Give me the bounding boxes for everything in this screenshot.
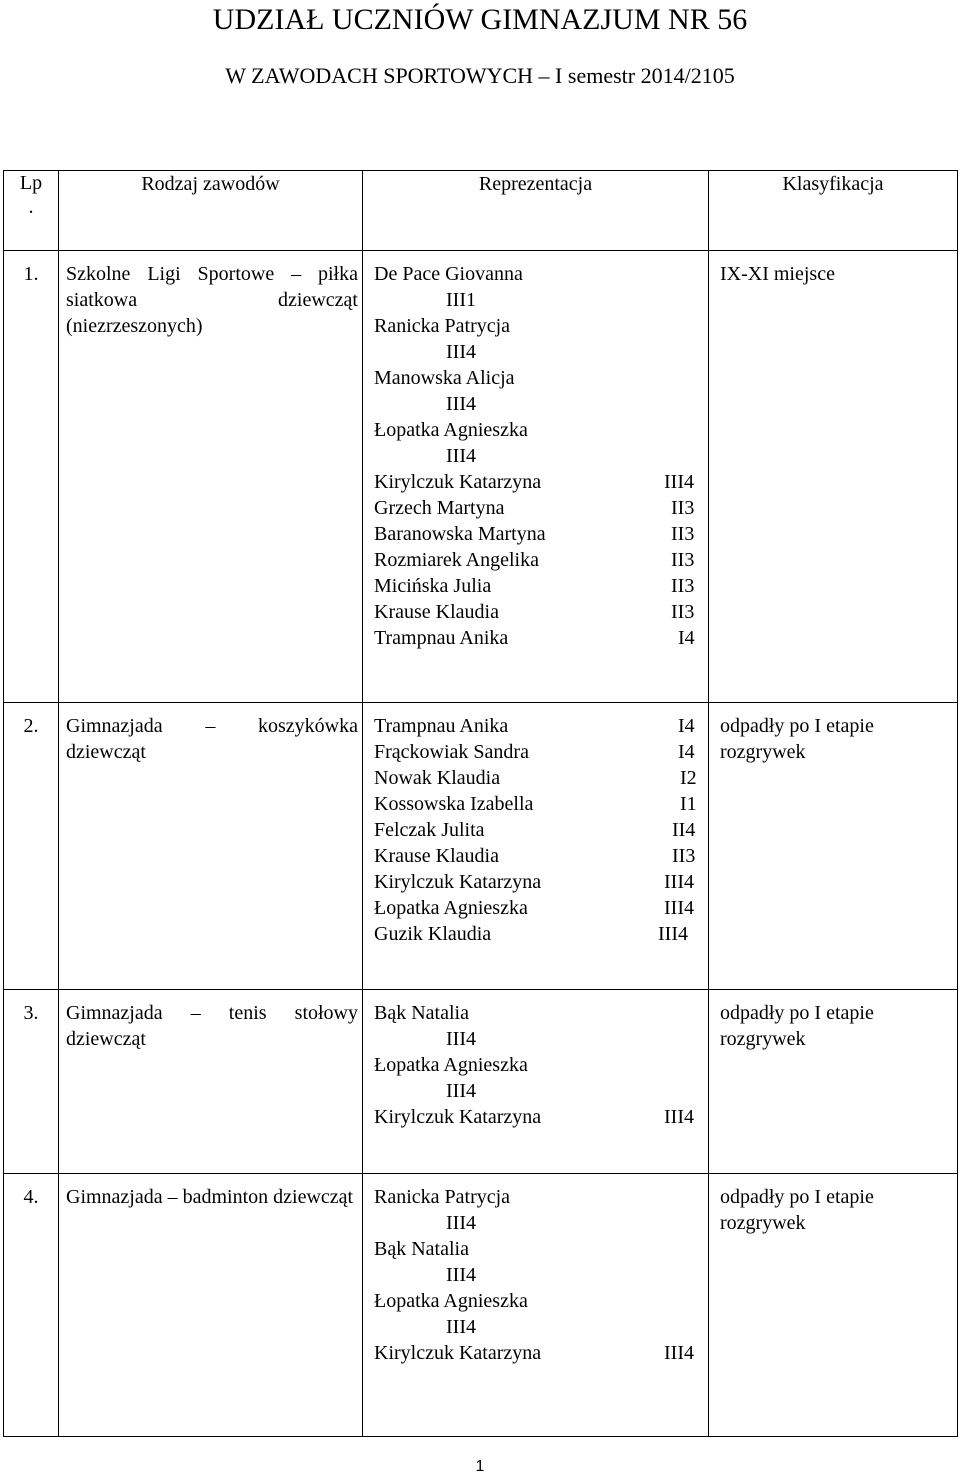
row-lp: 3. bbox=[4, 990, 59, 1174]
person-name: Bąk Natalia bbox=[374, 1002, 469, 1024]
person-name: Kirylczuk Katarzyna bbox=[374, 871, 542, 893]
person-entry bbox=[374, 625, 704, 651]
person-name: Felczak Julita bbox=[374, 819, 485, 841]
person-entry bbox=[374, 1000, 704, 1052]
person-name: Micińska Julia bbox=[374, 575, 492, 597]
header-classification: Klasyfikacja bbox=[709, 171, 958, 251]
person-grade: III4 bbox=[658, 923, 688, 945]
row-classification: odpadły po I etapie rozgrywek bbox=[709, 990, 958, 1174]
person-grade: I4 bbox=[678, 741, 695, 763]
person-name: Łopatka Agnieszka bbox=[374, 1054, 528, 1076]
person-name: Nowak Klaudia bbox=[374, 767, 501, 789]
person-name: Łopatka Agnieszka bbox=[374, 897, 528, 919]
row-representation bbox=[363, 1174, 709, 1437]
document-title: UDZIAŁ UCZNIÓW GIMNAZJUM NR 56 bbox=[212, 3, 748, 36]
person-grade: I2 bbox=[680, 767, 697, 789]
header-lp-line1: Lp bbox=[19, 172, 43, 194]
results-table bbox=[3, 170, 958, 1437]
person-name: Guzik Klaudia bbox=[374, 923, 492, 945]
person-grade: II4 bbox=[672, 819, 696, 841]
person-entry bbox=[374, 1236, 704, 1288]
person-grade: II3 bbox=[671, 601, 695, 623]
person-name: Rozmiarek Angelika bbox=[374, 549, 539, 571]
person-grade: I4 bbox=[678, 627, 695, 649]
person-grade: III4 bbox=[446, 1080, 476, 1102]
person-grade: II3 bbox=[671, 575, 695, 597]
person-entry bbox=[374, 599, 704, 625]
person-grade: III4 bbox=[664, 1106, 694, 1128]
person-entry bbox=[374, 495, 704, 521]
person-name: Krause Klaudia bbox=[374, 601, 499, 623]
row-lp: 1. bbox=[4, 251, 59, 703]
row-classification: odpadły po I etapie rozgrywek bbox=[709, 1174, 958, 1437]
person-name: Łopatka Agnieszka bbox=[374, 419, 528, 441]
person-entry bbox=[374, 469, 704, 495]
person-grade: I4 bbox=[678, 715, 695, 737]
person-entry bbox=[374, 547, 704, 573]
table-row bbox=[4, 990, 958, 1174]
person-name: Kirylczuk Katarzyna bbox=[374, 1342, 542, 1364]
person-grade: II3 bbox=[671, 523, 695, 545]
document-subtitle: W ZAWODACH SPORTOWYCH – I semestr 2014/2105 bbox=[225, 63, 735, 88]
person-grade: III4 bbox=[664, 1342, 694, 1364]
row-lp: 2. bbox=[4, 703, 59, 990]
person-grade: III1 bbox=[446, 289, 476, 311]
person-grade: III4 bbox=[664, 471, 694, 493]
person-entry bbox=[374, 895, 704, 921]
person-entry bbox=[374, 417, 704, 469]
row-event: Gimnazjada – tenis stołowy dziewcząt bbox=[59, 990, 363, 1174]
person-name: Frąckowiak Sandra bbox=[374, 741, 529, 763]
person-name: Łopatka Agnieszka bbox=[374, 1290, 528, 1312]
person-grade: III4 bbox=[446, 1316, 476, 1338]
person-grade: I1 bbox=[680, 793, 697, 815]
person-grade: III4 bbox=[664, 897, 694, 919]
person-name: Manowska Alicja bbox=[374, 367, 515, 389]
page-number: 1 bbox=[475, 1458, 485, 1475]
header-lp-line2: . bbox=[28, 196, 34, 218]
header-representation: Reprezentacja bbox=[363, 171, 709, 251]
person-entry bbox=[374, 1052, 704, 1104]
person-entry bbox=[374, 921, 704, 947]
person-name: Trampnau Anika bbox=[374, 715, 509, 737]
table-row bbox=[4, 251, 958, 703]
row-classification: odpadły po I etapie rozgrywek bbox=[709, 703, 958, 990]
person-grade: II3 bbox=[671, 497, 695, 519]
row-representation bbox=[363, 990, 709, 1174]
person-entry bbox=[374, 1340, 704, 1366]
person-entry bbox=[374, 739, 704, 765]
person-grade: III4 bbox=[446, 1264, 476, 1286]
table-row bbox=[4, 703, 958, 990]
header-lp bbox=[4, 171, 59, 251]
person-grade: III4 bbox=[446, 393, 476, 415]
person-entry bbox=[374, 1288, 704, 1340]
person-grade: III4 bbox=[664, 871, 694, 893]
person-entry bbox=[374, 521, 704, 547]
row-event: Gimnazjada – badminton dziewcząt bbox=[59, 1174, 363, 1437]
person-name: Kirylczuk Katarzyna bbox=[374, 1106, 542, 1128]
person-entry bbox=[374, 791, 704, 817]
table-row bbox=[4, 1174, 958, 1437]
table-header-row bbox=[4, 171, 958, 251]
person-grade: II3 bbox=[671, 549, 695, 571]
person-name: Kirylczuk Katarzyna bbox=[374, 471, 542, 493]
person-entry bbox=[374, 313, 704, 365]
row-lp: 4. bbox=[4, 1174, 59, 1437]
person-name: Bąk Natalia bbox=[374, 1238, 469, 1260]
person-grade: III4 bbox=[446, 1028, 476, 1050]
row-event: Szkolne Ligi Sportowe – piłka siatkowa dziewcząt (niezrzeszonych) bbox=[59, 251, 363, 703]
row-classification: IX-XI miejsce bbox=[709, 251, 958, 703]
header-event: Rodzaj zawodów bbox=[59, 171, 363, 251]
person-grade: II3 bbox=[672, 845, 696, 867]
person-grade: III4 bbox=[446, 1212, 476, 1234]
person-entry bbox=[374, 1104, 704, 1130]
person-name: Grzech Martyna bbox=[374, 497, 505, 519]
person-entry bbox=[374, 261, 704, 313]
person-name: Ranicka Patrycja bbox=[374, 1186, 511, 1208]
person-entry bbox=[374, 765, 704, 791]
person-entry bbox=[374, 843, 704, 869]
person-name: Trampnau Anika bbox=[374, 627, 509, 649]
person-grade: III4 bbox=[446, 341, 476, 363]
row-representation bbox=[363, 703, 709, 990]
person-grade: III4 bbox=[446, 445, 476, 467]
person-entry bbox=[374, 713, 704, 739]
person-name: Baranowska Martyna bbox=[374, 523, 546, 545]
person-name: De Pace Giovanna bbox=[374, 263, 523, 285]
person-entry bbox=[374, 817, 704, 843]
person-entry bbox=[374, 365, 704, 417]
person-entry bbox=[374, 869, 704, 895]
person-name: Kossowska Izabella bbox=[374, 793, 534, 815]
person-name: Krause Klaudia bbox=[374, 845, 499, 867]
person-entry bbox=[374, 573, 704, 599]
person-entry bbox=[374, 1184, 704, 1236]
person-name: Ranicka Patrycja bbox=[374, 315, 511, 337]
row-representation bbox=[363, 251, 709, 703]
row-event: Gimnazjada – koszykówka dziewcząt bbox=[59, 703, 363, 990]
